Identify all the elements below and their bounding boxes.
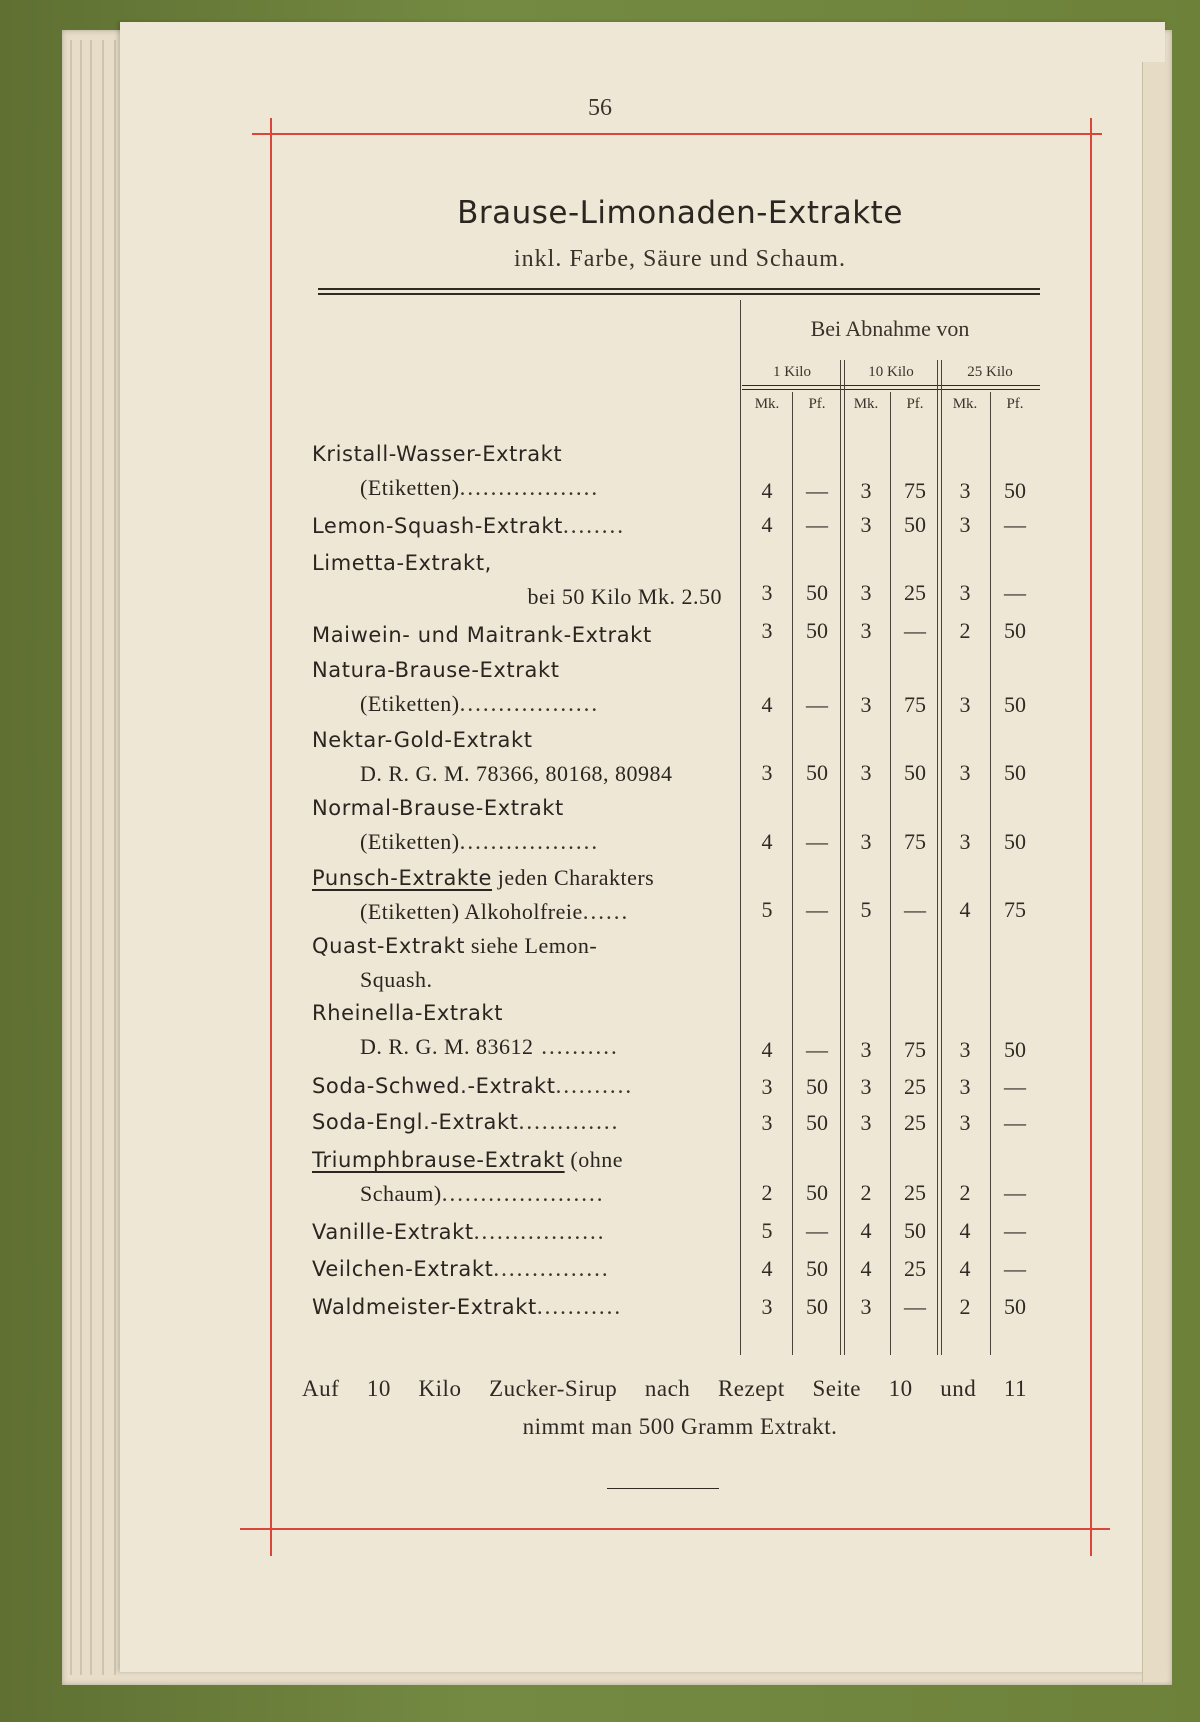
price-cell: 3 xyxy=(761,1074,773,1099)
entry-name: Triumphbrause-Extrakt xyxy=(312,1148,565,1172)
entry-name: Maiwein- und Maitrank-Extrakt xyxy=(312,623,652,647)
price-cell: 3 xyxy=(959,1037,971,1062)
entry-soda-engl: Soda-Engl.-Extrakt............. xyxy=(312,1109,620,1134)
header-rule-1 xyxy=(742,385,1040,386)
entry-kristall-wasser: Kristall-Wasser-Extrakt (Etiketten).................. xyxy=(312,442,600,500)
entry-name: Kristall-Wasser-Extrakt xyxy=(312,442,563,466)
entry-quast xyxy=(312,929,722,997)
entry-name: Waldmeister-Extrakt xyxy=(312,1295,537,1319)
price-cell: 50 xyxy=(1004,478,1026,503)
price-cell: 4 xyxy=(959,1218,971,1243)
header-qty-25: 25 Kilo xyxy=(967,364,1013,380)
price-cell: 50 xyxy=(806,1180,828,1205)
price-cell: 4 xyxy=(761,1037,773,1062)
entry-detail: D. R. G. M. 83612 xyxy=(360,1034,534,1059)
price-cell: — xyxy=(806,1218,828,1243)
entry-detail: (Etiketten) xyxy=(360,691,460,716)
entry-detail: D. R. G. M. 78366, 80168, 80984 xyxy=(360,761,673,786)
price-cell: 50 xyxy=(1004,692,1026,717)
entry-punsch: Punsch-Extrakte jeden Charakters (Etiketten) Alkoholfreie...... xyxy=(312,865,655,924)
price-cell: 4 xyxy=(959,897,971,922)
price-cell: 75 xyxy=(904,478,926,503)
price-cell: 75 xyxy=(904,692,926,717)
price-cell: 3 xyxy=(959,1110,971,1135)
price-cell: 75 xyxy=(904,829,926,854)
price-cell: — xyxy=(1004,1110,1026,1135)
price-cell: 4 xyxy=(761,478,773,503)
price-cell: — xyxy=(1004,512,1026,537)
col-line-left xyxy=(740,300,741,1355)
price-cell: 4 xyxy=(761,829,773,854)
price-cell: 3 xyxy=(959,760,971,785)
entry-detail-2: (Etiketten) Alkoholfreie xyxy=(360,899,583,924)
entry-name: Veilchen-Extrakt xyxy=(312,1257,494,1281)
entry-name: Limetta-Extrakt, xyxy=(312,551,492,575)
footnote-line-1: Auf 10 Kilo Zucker-Sirup nach Rezept Seite 10 und 11 xyxy=(302,1376,1027,1401)
price-cell: — xyxy=(806,897,828,922)
end-rule xyxy=(607,1488,719,1489)
price-cell: 25 xyxy=(904,1180,926,1205)
page-title: Brause-Limonaden-Extrakte xyxy=(457,195,903,231)
price-cell: — xyxy=(806,829,828,854)
price-cell: 50 xyxy=(1004,1037,1026,1062)
unit-pf-10: Pf. xyxy=(906,396,924,412)
unit-mk-1: Mk. xyxy=(754,396,780,412)
price-cell: — xyxy=(806,692,828,717)
unit-mk-10: Mk. xyxy=(853,396,879,412)
unit-pf-25: Pf. xyxy=(1006,396,1024,412)
header-group-label: Bei Abnahme von xyxy=(810,316,970,341)
price-cell: 3 xyxy=(959,692,971,717)
price-cell: — xyxy=(1004,580,1026,605)
price-cell: 25 xyxy=(904,1256,926,1281)
price-cell: — xyxy=(1004,1074,1026,1099)
price-cell: 5 xyxy=(761,897,773,922)
price-cell: 50 xyxy=(904,1218,926,1243)
price-cell: 2 xyxy=(959,1294,971,1319)
entry-name: Nektar-Gold-Extrakt xyxy=(312,728,533,752)
entry-lemon-squash: Lemon-Squash-Extrakt........ xyxy=(312,513,625,538)
entry-name: Rheinella-Extrakt xyxy=(312,1001,504,1025)
price-cell: 2 xyxy=(761,1180,773,1205)
price-cell: 3 xyxy=(860,580,872,605)
price-cell: 50 xyxy=(904,512,926,537)
header-rule-2 xyxy=(742,389,1040,390)
price-cell: — xyxy=(1004,1218,1026,1243)
entry-name: Vanille-Extrakt xyxy=(312,1220,474,1244)
price-cell: 50 xyxy=(806,618,828,643)
price-cell: 2 xyxy=(959,1180,971,1205)
price-cell: 50 xyxy=(904,760,926,785)
price-cell: 50 xyxy=(1004,618,1026,643)
title-rule-top xyxy=(318,288,1040,290)
price-cell: 50 xyxy=(806,1074,828,1099)
entry-nektar-gold xyxy=(312,723,722,791)
header-qty-1: 1 Kilo xyxy=(773,364,811,380)
entry-name: Natura-Brause-Extrakt xyxy=(312,658,560,682)
page-number: 56 xyxy=(588,95,612,121)
entry-name: Soda-Schwed.-Extrakt xyxy=(312,1074,556,1098)
price-cell: — xyxy=(904,897,926,922)
price-cell: 50 xyxy=(1004,760,1026,785)
price-cell: — xyxy=(1004,1180,1026,1205)
entry-name: Punsch-Extrakte xyxy=(312,866,493,890)
price-cell: 4 xyxy=(761,692,773,717)
frame-top-line xyxy=(252,133,1102,135)
frame-bottom-line xyxy=(240,1528,1110,1530)
price-cell: 5 xyxy=(761,1218,773,1243)
price-cell: 3 xyxy=(761,1110,773,1135)
price-cell: 50 xyxy=(806,1110,828,1135)
entry-waldmeister: Waldmeister-Extrakt........... xyxy=(312,1294,623,1319)
price-cell: 25 xyxy=(904,1074,926,1099)
price-cell: 75 xyxy=(904,1037,926,1062)
price-cell: 4 xyxy=(860,1256,872,1281)
price-cell: 50 xyxy=(806,1256,828,1281)
entry-normal-brause: Normal-Brause-Extrakt (Etiketten).................. xyxy=(312,796,600,854)
price-cell: 3 xyxy=(959,512,971,537)
price-cell: 3 xyxy=(959,580,971,605)
entry-name: Soda-Engl.-Extrakt xyxy=(312,1110,519,1134)
price-cell: 4 xyxy=(761,1256,773,1281)
price-cell: — xyxy=(806,478,828,503)
price-cell: 3 xyxy=(959,829,971,854)
price-cell: 3 xyxy=(959,1074,971,1099)
facing-page-edge xyxy=(1142,62,1165,1682)
price-cell: 4 xyxy=(860,1218,872,1243)
frame-right-line xyxy=(1090,118,1092,1556)
entry-soda-schwed: Soda-Schwed.-Extrakt.......... xyxy=(312,1073,634,1098)
price-cell: 50 xyxy=(1004,829,1026,854)
price-cell: 50 xyxy=(806,1294,828,1319)
entry-name: Lemon-Squash-Extrakt xyxy=(312,514,563,538)
entry-detail-2: Schaum) xyxy=(360,1181,442,1206)
price-cell: 3 xyxy=(860,1037,872,1062)
entry-detail: bei 50 Kilo Mk. 2.50 xyxy=(527,584,722,609)
price-cell: — xyxy=(806,512,828,537)
price-cell: 50 xyxy=(1004,1294,1026,1319)
entry-name: Quast-Extrakt xyxy=(312,934,466,958)
price-cell: 3 xyxy=(860,1074,872,1099)
price-cell: 3 xyxy=(860,692,872,717)
price-cell: 2 xyxy=(959,618,971,643)
entry-triumphbrause: Triumphbrause-Extrakt (ohne Schaum)..................... xyxy=(312,1147,623,1206)
footnote-line-2: nimmt man 500 Gramm Extrakt. xyxy=(522,1414,838,1439)
price-cell: 3 xyxy=(761,618,773,643)
entry-detail: (Etiketten) xyxy=(360,829,460,854)
price-cell: 4 xyxy=(761,512,773,537)
price-cell: 3 xyxy=(860,829,872,854)
entry-name: Normal-Brause-Extrakt xyxy=(312,796,564,820)
price-cell: 4 xyxy=(959,1256,971,1281)
title-rule-bottom xyxy=(318,293,1040,295)
price-cell: — xyxy=(1004,1256,1026,1281)
price-cell: 2 xyxy=(860,1180,872,1205)
unit-mk-25: Mk. xyxy=(952,396,978,412)
price-cell: — xyxy=(904,618,926,643)
price-cell: 3 xyxy=(860,512,872,537)
page-subtitle: inkl. Farbe, Säure und Schaum. xyxy=(514,246,846,272)
entry-detail: (ohne xyxy=(570,1147,623,1172)
price-cell: 50 xyxy=(806,760,828,785)
price-cell: 3 xyxy=(860,1110,872,1135)
price-cell: 75 xyxy=(1004,897,1026,922)
entry-limetta xyxy=(312,546,722,614)
price-cell: 50 xyxy=(806,580,828,605)
price-cell: 25 xyxy=(904,580,926,605)
unit-pf-1: Pf. xyxy=(808,396,826,412)
price-cell: 3 xyxy=(761,1294,773,1319)
price-cell: 25 xyxy=(904,1110,926,1135)
price-cell: 5 xyxy=(860,897,872,922)
entry-veilchen: Veilchen-Extrakt............... xyxy=(312,1256,610,1281)
price-cell: — xyxy=(806,1037,828,1062)
entry-detail: jeden Charakters xyxy=(497,865,655,890)
price-cell: 3 xyxy=(761,580,773,605)
price-cell: 3 xyxy=(860,618,872,643)
price-cell: 3 xyxy=(860,478,872,503)
price-cell: 3 xyxy=(860,760,872,785)
entry-rheinella: Rheinella-Extrakt D. R. G. M. 83612 .......... xyxy=(312,1001,619,1059)
entry-detail: (Etiketten) xyxy=(360,475,460,500)
price-cell: — xyxy=(904,1294,926,1319)
price-cell: 3 xyxy=(761,760,773,785)
entry-detail-2: Squash. xyxy=(360,967,433,992)
price-cell: 3 xyxy=(959,478,971,503)
frame-left-line xyxy=(270,118,272,1556)
entry-maiwein xyxy=(312,618,722,652)
header-qty-10: 10 Kilo xyxy=(868,364,914,380)
entry-natura-brause: Natura-Brause-Extrakt (Etiketten).................. xyxy=(312,658,600,716)
price-cell: 3 xyxy=(860,1294,872,1319)
entry-vanille: Vanille-Extrakt................. xyxy=(312,1219,606,1244)
entry-detail: siehe Lemon- xyxy=(470,933,598,958)
